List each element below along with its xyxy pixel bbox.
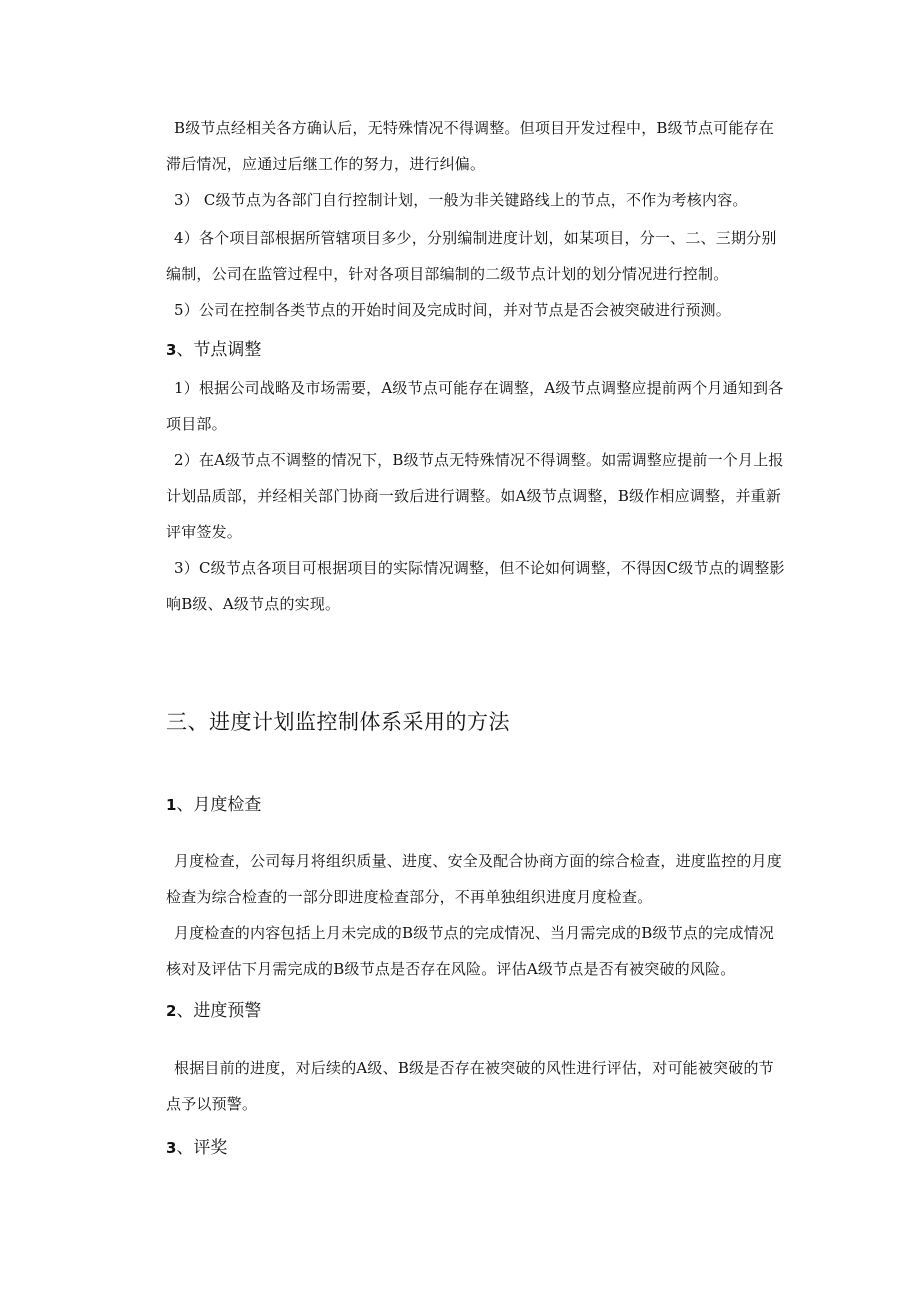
paragraph-b-level-rules: 2）在A级节点不调整的情况下，B级节点无特殊情况不得调整。如需调整应提前一个月上报计划品质部，并经相关部门协商一致后进行调整。如A级节点调整，B级作相应调整，并重新评审签发。 — [166, 451, 784, 541]
paragraph-a-level-adjustment: 1）根据公司战略及市场需要，A级节点可能存在调整，A级节点调整应提前两个月通知到各项目部。 — [166, 379, 784, 433]
paragraph-node-prediction: 5）公司在控制各类节点的开始时间及完成时间，并对节点是否会被突破进行预测。 — [174, 301, 731, 319]
heading-number: 3 — [166, 1139, 177, 1157]
heading-number: 2 — [166, 1002, 177, 1020]
paragraph-monthly-check-content: 月度检查的内容包括上月未完成的B级节点的完成情况、当月需完成的B级节点的完成情况核对及评估下月需完成的B级节点是否存在风险。评估A级节点是否有被突破的风险。 — [166, 924, 775, 978]
heading-text: 、进度预警 — [176, 1001, 262, 1021]
paragraph-c-level-nodes: 3） C级节点为各部门自行控制计划，一般为非关键路线上的节点，不作为考核内容。 — [174, 191, 748, 209]
heading-number: 3 — [166, 341, 177, 359]
paragraph-project-plans: 4）各个项目部根据所管辖项目多少，分别编制进度计划，如某项目，分一、二、三期分别编制，公司在监管过程中，针对各项目部编制的二级节点计划的划分情况进行控制。 — [166, 229, 777, 283]
heading-text: 、节点调整 — [176, 340, 262, 360]
heading-progress-warning — [166, 998, 786, 1024]
heading-node-adjustment — [166, 337, 786, 363]
heading-monthly-check — [166, 792, 786, 818]
heading-award — [166, 1135, 786, 1161]
paragraph-progress-warning: 根据目前的进度，对后续的A级、B级是否存在被突破的风性进行评估，对可能被突破的节点予以预警。 — [166, 1059, 774, 1113]
heading-text: 、评奖 — [176, 1138, 228, 1158]
section-title: 三、进度计划监控制体系采用的方法 — [166, 710, 510, 734]
heading-number: 1 — [166, 796, 177, 814]
paragraph-b-level-adjustment: B级节点经相关各方确认后，无特殊情况不得调整。但项目开发过程中，B级节点可能存在滞后情况，应通过后继工作的努力，进行纠偏。 — [166, 119, 775, 173]
heading-text: 、月度检查 — [176, 795, 262, 815]
paragraph-c-level-adjustment: 3）C级节点各项目可根据项目的实际情况调整，但不论如何调整，不得因C级节点的调整影响B级、A级节点的实现。 — [166, 559, 785, 613]
paragraph-monthly-check: 月度检查，公司每月将组织质量、进度、安全及配合协商方面的综合检查，进度监控的月度检查为综合检查的一部分即进度检查部分，不再单独组织进度月度检查。 — [166, 852, 783, 906]
